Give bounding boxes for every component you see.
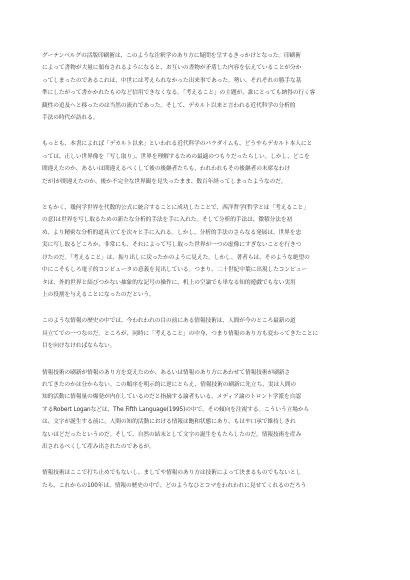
paragraph-2 bbox=[42, 138, 372, 188]
text-line: によって書物が大量に頒布されるようになると、お互いの書物が矛盾した内容を伝えていることが分か bbox=[42, 65, 302, 72]
text-line: 間違えたのか、あるいは間違えるべくして後の後継者たちも、われわれもその後継者の末席なわけ bbox=[42, 166, 291, 173]
text-line: このような情報の歴史の中では、今われわれの目の前にある情報技術は、人間が今のところ最新の道 bbox=[42, 318, 296, 325]
text-line: 観性の追及へと移ったのは当然の流れであった。そして、デカルト以来と言われる近代科学の分析的 bbox=[42, 102, 296, 109]
article-body bbox=[42, 50, 372, 506]
text-line: タは、外的世界と結びつかない抽象的な記号の操作に、机上の空論でも単なる知的遊戯でもない実用 bbox=[42, 279, 296, 286]
paragraph-1 bbox=[42, 50, 372, 124]
paragraph-6 bbox=[42, 467, 372, 492]
paragraph-3 bbox=[42, 202, 372, 301]
text-line: もっとも、本書によれば「デカルト以来」といわれる近代科学のパラダイムも、どうやらデカルト本人にと bbox=[42, 141, 313, 148]
text-line: 知的活動に情報量の爆発が内在しているのだと指摘する論者もいる。メディア論のトロント学派を自認 bbox=[42, 394, 301, 401]
text-line: ってしまったのであるこれは、中世には考えられなかった出来事であった。勢い、それぞれの勝手な基 bbox=[42, 77, 302, 84]
text-line: め、より精密な分析的道具立てを次々と手に入れる。しかし、分析的手法のさらなる発展は、世界を忠 bbox=[42, 229, 302, 236]
text-line: 目を向けなければならない。 bbox=[42, 343, 116, 350]
text-line: ともかく、幾何学世界を代数的公式に統合することに成功したことで、西洋哲学(哲学とは「考えること」 bbox=[42, 205, 309, 212]
text-line: 実に写し取るどころか、非常にも、それによって写し取った世界が一つの虚像にすぎないことを行きつ bbox=[42, 242, 302, 249]
text-line: するRobert Loganなどは、The Fifth Language(1995)の中で、その傾向を注視する。こういう立場から bbox=[42, 406, 310, 413]
paragraph-4 bbox=[42, 315, 372, 352]
text-line: 具立てでの一つなのだ。ところが、同時に「考えること」の中身、つまり情報のあり方も変わってきたことに bbox=[42, 330, 319, 337]
text-line: は、文字が誕生する前に、人間の知的活動における情報は飽和状態にあり、もはや口承で維持しきれ bbox=[42, 419, 296, 426]
text-line: 準にしたがって書かかれたものなど信用できなくなる。「考えること」の主題が、誰にとっても納得の行く客 bbox=[42, 90, 316, 97]
text-line: ないほどだったというのだ。そして、自然の結末として文字の誕生をもたらしたのだ。情報技術を産み bbox=[42, 431, 302, 438]
text-line: 出されるべくして産み出されたのであるが。 bbox=[42, 443, 155, 450]
text-line: れてきたのかは分からない。この順序を明示的に逆にとらえ、情報技術の刷新に先立ち、実は人間の bbox=[42, 381, 297, 388]
paragraph-5 bbox=[42, 367, 372, 454]
text-line: 情報技術はここで打ち止めでもないし、ましてや情報のあり方は技術によって決まるものでもないとし bbox=[42, 470, 302, 477]
text-line: 上の役割を与えることになったのだという。 bbox=[42, 291, 155, 298]
text-line: グーテンベルグの活版印刷術は、このような注釈学のあり方に疑問を呈するきっかけとなった。印刷術 bbox=[42, 53, 301, 59]
text-line: 情報技術の刷新が情報のあり方を変えたのか、あるいは情報のあり方にあわせて情報技術が刷新さ bbox=[42, 369, 291, 376]
text-line: だが)が間違えたのか、後か不完全な世界観を見失ったまま、数百年経ってしまったようなのだ。 bbox=[42, 178, 287, 185]
text-line: たら、これからの100年は、情報の歴史の中で、どのようなひとコマをわれわれに見せてくれるのだろう bbox=[42, 482, 307, 489]
text-line: けたのだ。「考えること」は、振り出しに戻ったかのように見えた。しかし、著者らは、そのような絶望の bbox=[42, 254, 310, 261]
text-line: 中にこそもしろ電子的コンピュータの意義を見出している。つまり、二十世紀中葉に出現したコンピュー bbox=[42, 267, 307, 274]
text-line: 手法の時代が訪れる。 bbox=[42, 115, 99, 122]
text-line: の意)は世界を写し取るための新たな分析的手法を手に入れた。そして分析的手法は、微積分法を初 bbox=[42, 217, 293, 224]
text-line: っては、正しい世界像を「写し取り」、世界を理解するための最適のつもりだったらしい。しかし、どこを bbox=[42, 153, 310, 160]
